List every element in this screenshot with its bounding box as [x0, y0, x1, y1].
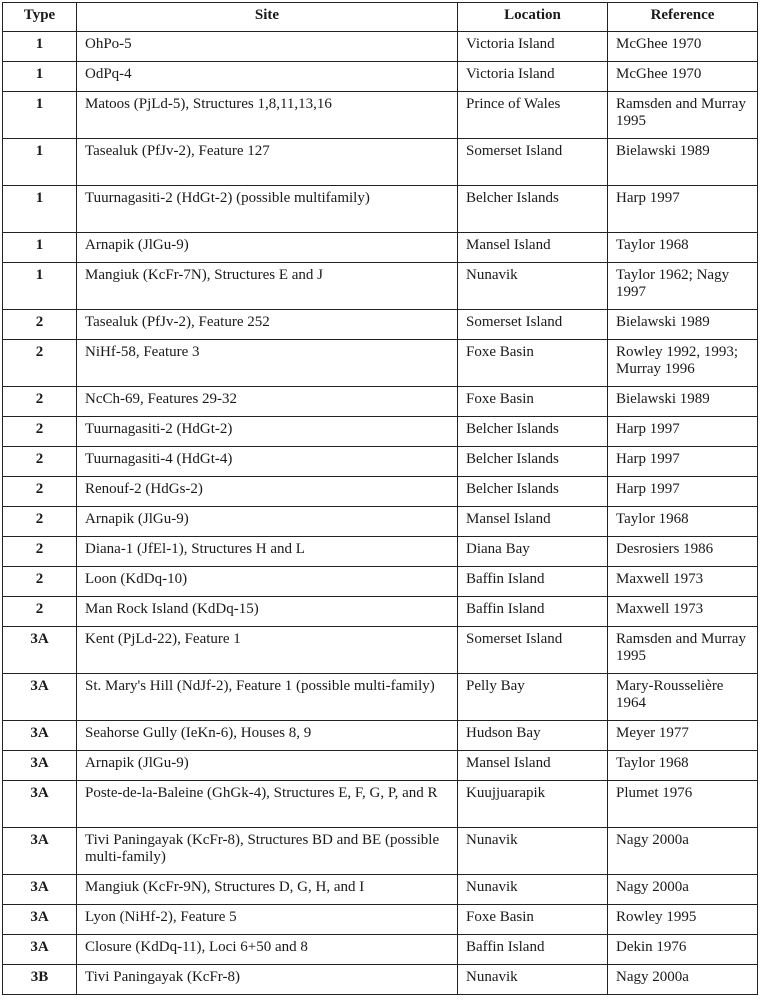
type-cell: 2 [3, 447, 77, 477]
table-row [3, 310, 758, 340]
reference-cell: Bielawski 1989 [608, 310, 758, 340]
location-column-header: Location [458, 3, 608, 32]
table-row [3, 263, 758, 310]
table-row [3, 721, 758, 751]
reference-cell: McGhee 1970 [608, 32, 758, 62]
location-cell: Foxe Basin [458, 905, 608, 935]
site-cell: St. Mary's Hill (NdJf-2), Feature 1 (possible multi-family) [77, 674, 458, 721]
reference-cell: Rowley 1995 [608, 905, 758, 935]
site-cell: OdPq-4 [77, 62, 458, 92]
site-cell: Mangiuk (KcFr-9N), Structures D, G, H, and I [77, 875, 458, 905]
site-cell: NiHf-58, Feature 3 [77, 340, 458, 387]
site-cell: Poste-de-la-Baleine (GhGk-4), Structures E, F, G, P, and R [77, 781, 458, 828]
type-cell: 3A [3, 935, 77, 965]
type-cell: 2 [3, 567, 77, 597]
location-cell: Victoria Island [458, 62, 608, 92]
location-cell: Baffin Island [458, 597, 608, 627]
location-cell: Mansel Island [458, 507, 608, 537]
site-cell: Tuurnagasiti-2 (HdGt-2) (possible multifamily) [77, 186, 458, 233]
reference-cell: Meyer 1977 [608, 721, 758, 751]
site-cell: Tuurnagasiti-4 (HdGt-4) [77, 447, 458, 477]
table-row [3, 387, 758, 417]
type-cell: 1 [3, 263, 77, 310]
table-row [3, 781, 758, 828]
table-row [3, 627, 758, 674]
location-cell: Somerset Island [458, 627, 608, 674]
table-row [3, 417, 758, 447]
site-cell: Matoos (PjLd-5), Structures 1,8,11,13,16 [77, 92, 458, 139]
reference-cell: Maxwell 1973 [608, 567, 758, 597]
location-cell: Prince of Wales [458, 92, 608, 139]
type-cell: 3A [3, 781, 77, 828]
reference-cell: Taylor 1968 [608, 751, 758, 781]
location-cell: Belcher Islands [458, 417, 608, 447]
site-column-header: Site [77, 3, 458, 32]
reference-cell: Maxwell 1973 [608, 597, 758, 627]
type-cell: 3A [3, 627, 77, 674]
location-cell: Diana Bay [458, 537, 608, 567]
type-cell: 2 [3, 537, 77, 567]
site-reference-table [2, 2, 758, 995]
site-cell: Renouf-2 (HdGs-2) [77, 477, 458, 507]
table-body [3, 32, 758, 995]
location-cell: Belcher Islands [458, 447, 608, 477]
location-cell: Mansel Island [458, 751, 608, 781]
table-row [3, 340, 758, 387]
location-cell: Mansel Island [458, 233, 608, 263]
reference-cell: Mary-Rousselière 1964 [608, 674, 758, 721]
reference-cell: Nagy 2000a [608, 875, 758, 905]
table-row [3, 139, 758, 186]
type-cell: 3A [3, 751, 77, 781]
site-cell: Mangiuk (KcFr-7N), Structures E and J [77, 263, 458, 310]
location-cell: Victoria Island [458, 32, 608, 62]
type-column-header: Type [3, 3, 77, 32]
type-cell: 3A [3, 875, 77, 905]
location-cell: Nunavik [458, 828, 608, 875]
reference-cell: Dekin 1976 [608, 935, 758, 965]
location-cell: Somerset Island [458, 139, 608, 186]
type-cell: 1 [3, 186, 77, 233]
type-cell: 2 [3, 477, 77, 507]
site-cell: Arnapik (JlGu-9) [77, 507, 458, 537]
location-cell: Hudson Bay [458, 721, 608, 751]
reference-cell: Rowley 1992, 1993; Murray 1996 [608, 340, 758, 387]
reference-cell: Harp 1997 [608, 447, 758, 477]
type-cell: 1 [3, 233, 77, 263]
reference-cell: Nagy 2000a [608, 828, 758, 875]
location-cell: Baffin Island [458, 567, 608, 597]
reference-cell: Taylor 1968 [608, 507, 758, 537]
reference-cell: Harp 1997 [608, 417, 758, 447]
type-cell: 3A [3, 905, 77, 935]
site-cell: Closure (KdDq-11), Loci 6+50 and 8 [77, 935, 458, 965]
location-cell: Belcher Islands [458, 477, 608, 507]
reference-cell: Desrosiers 1986 [608, 537, 758, 567]
location-cell: Baffin Island [458, 935, 608, 965]
site-cell: Tivi Paningayak (KcFr-8), Structures BD and BE (possible multi-family) [77, 828, 458, 875]
location-cell: Nunavik [458, 263, 608, 310]
type-cell: 1 [3, 62, 77, 92]
location-cell: Somerset Island [458, 310, 608, 340]
table-row [3, 674, 758, 721]
reference-column-header: Reference [608, 3, 758, 32]
site-cell: Lyon (NiHf-2), Feature 5 [77, 905, 458, 935]
reference-cell: McGhee 1970 [608, 62, 758, 92]
location-cell: Kuujjuarapik [458, 781, 608, 828]
table-row [3, 567, 758, 597]
site-cell: Loon (KdDq-10) [77, 567, 458, 597]
reference-cell: Bielawski 1989 [608, 387, 758, 417]
type-cell: 2 [3, 417, 77, 447]
table-row [3, 935, 758, 965]
table-row [3, 965, 758, 995]
reference-cell: Taylor 1968 [608, 233, 758, 263]
table-row [3, 477, 758, 507]
table-row [3, 447, 758, 477]
site-cell: Tivi Paningayak (KcFr-8) [77, 965, 458, 995]
table-row [3, 62, 758, 92]
type-cell: 1 [3, 92, 77, 139]
site-cell: OhPo-5 [77, 32, 458, 62]
reference-cell: Ramsden and Murray 1995 [608, 92, 758, 139]
site-cell: Tasealuk (PfJv-2), Feature 252 [77, 310, 458, 340]
header-row [3, 3, 758, 32]
type-cell: 2 [3, 310, 77, 340]
table-row [3, 905, 758, 935]
reference-cell: Nagy 2000a [608, 965, 758, 995]
table-row [3, 537, 758, 567]
type-cell: 2 [3, 597, 77, 627]
site-cell: NcCh-69, Features 29-32 [77, 387, 458, 417]
location-cell: Foxe Basin [458, 387, 608, 417]
type-cell: 2 [3, 507, 77, 537]
reference-cell: Harp 1997 [608, 477, 758, 507]
site-cell: Arnapik (JlGu-9) [77, 751, 458, 781]
type-cell: 3A [3, 828, 77, 875]
location-cell: Pelly Bay [458, 674, 608, 721]
table-row [3, 186, 758, 233]
table-row [3, 875, 758, 905]
table-row [3, 92, 758, 139]
site-cell: Arnapik (JlGu-9) [77, 233, 458, 263]
site-cell: Tasealuk (PfJv-2), Feature 127 [77, 139, 458, 186]
table-row [3, 233, 758, 263]
type-cell: 1 [3, 139, 77, 186]
site-cell: Seahorse Gully (IeKn-6), Houses 8, 9 [77, 721, 458, 751]
reference-cell: Harp 1997 [608, 186, 758, 233]
type-cell: 1 [3, 32, 77, 62]
type-cell: 2 [3, 340, 77, 387]
site-cell: Tuurnagasiti-2 (HdGt-2) [77, 417, 458, 447]
type-cell: 3A [3, 721, 77, 751]
location-cell: Foxe Basin [458, 340, 608, 387]
site-cell: Kent (PjLd-22), Feature 1 [77, 627, 458, 674]
location-cell: Nunavik [458, 875, 608, 905]
reference-cell: Plumet 1976 [608, 781, 758, 828]
table-row [3, 828, 758, 875]
table-row [3, 507, 758, 537]
site-cell: Diana-1 (JfEl-1), Structures H and L [77, 537, 458, 567]
type-cell: 2 [3, 387, 77, 417]
location-cell: Belcher Islands [458, 186, 608, 233]
type-cell: 3B [3, 965, 77, 995]
table-row [3, 751, 758, 781]
site-cell: Man Rock Island (KdDq-15) [77, 597, 458, 627]
table-header [3, 3, 758, 32]
reference-cell: Taylor 1962; Nagy 1997 [608, 263, 758, 310]
reference-cell: Bielawski 1989 [608, 139, 758, 186]
location-cell: Nunavik [458, 965, 608, 995]
type-cell: 3A [3, 674, 77, 721]
table-row [3, 32, 758, 62]
reference-cell: Ramsden and Murray 1995 [608, 627, 758, 674]
table-row [3, 597, 758, 627]
